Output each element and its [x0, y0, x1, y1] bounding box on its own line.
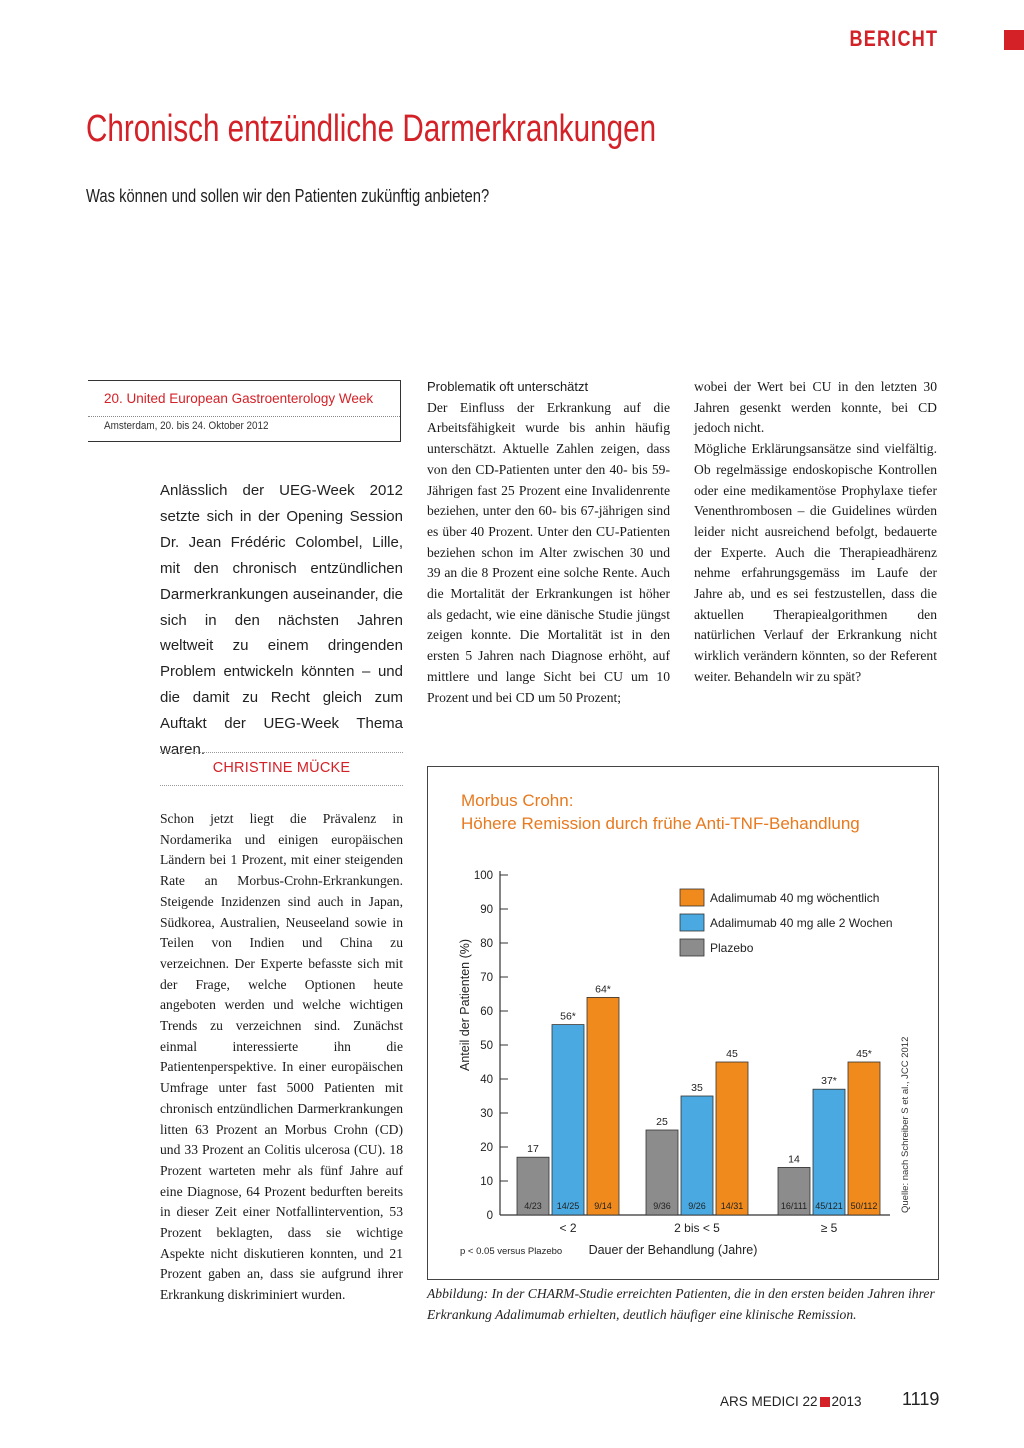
bar-n-label: 9/36: [653, 1201, 671, 1211]
section-label: BERICHT: [849, 26, 938, 51]
y-tick-label: 90: [480, 904, 493, 916]
figure-box: [427, 766, 939, 1280]
bar-n-label: 9/14: [594, 1201, 612, 1211]
legend-swatch: [680, 939, 704, 956]
journal-year: 2013: [831, 1394, 862, 1409]
bar: [587, 997, 619, 1215]
bar-chart: [428, 767, 938, 1279]
body-column-3: [694, 377, 937, 688]
body-column-3-paragraph-2: Mögliche Erklärungsansätze sind vielfältig. Ob regelmässige endoskopische Kontrollen oder eine medikamentöse Prophylaxe tiefer Venenthrombosen – die Guidelines würden leider nicht ausreichend befolgt, bedauerte der Experte. Auch die Therapieadhärenz nehme erfahrungsgemäss im Laufe der Jahre ab, und es sei festzustellen, dass die aktuellen Therapiealgorithmen den natürlichen Verlauf der Erkrankung nicht wirklich verändern könnten, so der Referent weiter. Behandeln wir zu spät?: [694, 441, 937, 684]
x-category-label: < 2: [559, 1221, 577, 1235]
bar: [716, 1062, 748, 1215]
bar-n-label: 16/111: [780, 1201, 808, 1211]
y-tick-label: 40: [480, 1074, 493, 1086]
y-tick-label: 80: [480, 938, 493, 950]
journal-name: ARS MEDICI 22: [720, 1394, 818, 1409]
footer-square-icon: [820, 1397, 830, 1407]
figure-title-line-2: Höhere Remission durch frühe Anti-TNF-Behandlung: [461, 814, 860, 833]
bar-value-label: 14: [788, 1153, 800, 1166]
y-tick-label: 50: [480, 1040, 493, 1052]
bar: [848, 1062, 880, 1215]
legend-swatch: [680, 889, 704, 906]
y-tick-label: 30: [480, 1108, 493, 1120]
y-tick-label: 70: [480, 972, 493, 984]
page-number: 1119: [902, 1389, 940, 1409]
bar-value-label: 37*: [821, 1075, 837, 1088]
section-heading: Problematik oft unterschätzt: [427, 379, 589, 394]
bar-n-label: 45/121: [815, 1201, 843, 1211]
bar: [552, 1025, 584, 1215]
bar-n-label: 14/25: [556, 1201, 580, 1211]
legend-swatch: [680, 914, 704, 931]
section-marker: [1004, 30, 1024, 50]
y-tick-label: 0: [486, 1210, 493, 1222]
bar-value-label: 35: [691, 1082, 703, 1094]
author-divider-top: [160, 752, 403, 753]
author-divider-bottom: [160, 785, 403, 786]
page-title: Chronisch entzündliche Darmerkrankungen: [86, 108, 657, 150]
lead-paragraph: Anlässlich der UEG-Week 2012 setzte sich in der Opening Session Dr. Jean Frédéric Colombel, Lille, mit den chronisch entzündlichen Darmerkrankungen auseinander, die sich in den nächsten Jahren weltweit zu einem dringenden Problem entwickeln könnten – und die damit zu Recht gleich zum Auftakt der UEG-Week Thema waren.: [160, 482, 403, 759]
x-category-label: 2 bis < 5: [674, 1221, 720, 1235]
y-tick-label: 10: [480, 1176, 493, 1188]
bar-value-label: 64*: [595, 983, 611, 996]
y-tick-label: 20: [480, 1142, 493, 1154]
bar-n-label: 4/23: [524, 1201, 542, 1211]
bar-n-label: 14/31: [720, 1201, 744, 1211]
bar: [813, 1089, 845, 1215]
chart-source: Quelle: nach Schreiber S et al., JCC 2012: [900, 1036, 911, 1213]
body-column-2: [427, 377, 670, 708]
event-date: Amsterdam, 20. bis 24. Oktober 2012: [104, 420, 269, 432]
page-subtitle: Was können und sollen wir den Patienten zukünftig anbieten?: [86, 186, 490, 206]
legend-label: Adalimumab 40 mg wöchentlich: [710, 891, 880, 905]
event-info-box: [88, 380, 401, 442]
bar-value-label: 17: [527, 1143, 539, 1156]
bar-value-label: 25: [656, 1116, 668, 1128]
author-name: CHRISTINE MÜCKE: [212, 760, 351, 776]
body-column-2-text: Der Einfluss der Erkrankung auf die Arbeitsfähigkeit wurde bis anhin häufig unterschätzt. Aktuelle Zahlen zeigen, dass von den CD-Patienten unter den 40- bis 59-Jährigen fast 25 Prozent eine Invalidenrente beziehen, unter den 60- bis 67-jährigen sind es über 40 Prozent. Unter den CU-Patienten beziehen schon im Alter zwischen 30 und 39 an die 8 Prozent eine solche Rente. Auch die Mortalität der Erkrankungen ist höher als gedacht, wie eine dänische Studie jüngst zeigen konnte. Die Mortalität ist in den ersten 5 Jahren nach Diagnose erhöht, auf mittlere und lange Sicht bei CU um 10 Prozent und bei CD um 50 Prozent;: [427, 399, 670, 705]
bar-n-label: 50/112: [850, 1201, 878, 1211]
bar-n-label: 9/26: [688, 1201, 706, 1211]
bar: [681, 1096, 713, 1215]
y-axis-label: Anteil der Patienten (%): [458, 938, 472, 1072]
y-tick-label: 100: [473, 870, 493, 882]
bar-value-label: 56*: [560, 1010, 576, 1023]
body-column-1: Schon jetzt liegt die Prävalenz in Nordamerika und einigen europäischen Ländern bei 1 Prozent, mit einer steigenden Rate an Morbus-Crohn-Erkrankungen. Steigende Inzidenzen sind auch in Japan, Südkorea, Australien, Neuseeland sowie in Teilen von Indien und China zu verzeichnen. Der Experte befasste sich mit der Frage, welche Optionen heute angeboten werden und welche wichtigen Trends zu verzeichnen sind. Zunächst einmal interessierte ihn die Patientenperspektive. In einer europäischen Umfrage unter fast 5000 Patienten mit chronisch entzündlichen Darmerkrankungen litten 63 Prozent an Morbus Crohn (CD) und 33 Prozent an Colitis ulcerosa (CU). 18 Prozent warteten mehr als fünf Jahre auf eine Diagnose, 64 Prozent bedurften bereits in dieser Zeit einer Notfallintervention, 53 Prozent beklagten, dass sie wichtige Aspekte nicht diskutieren konnten, und 21 Prozent gaben an, dass sie aufgrund ihrer Erkrankung diskriminiert wurden.: [160, 811, 403, 1303]
event-name: 20. United European Gastroenterology Week: [104, 391, 374, 406]
bar-value-label: 45: [726, 1048, 738, 1060]
figure-title-line-1: Morbus Crohn:: [461, 791, 574, 810]
x-category-label: ≥ 5: [820, 1221, 838, 1235]
bar-value-label: 45*: [856, 1048, 872, 1060]
x-axis-label: Dauer der Behandlung (Jahre): [588, 1243, 758, 1257]
y-tick-label: 60: [480, 1006, 493, 1018]
chart-footnote: p < 0.05 versus Plazebo: [460, 1246, 563, 1257]
body-column-3-paragraph-1: wobei der Wert bei CU in den letzten 30 Jahren gesenkt werden konnte, bei CD jedoch nicht.: [694, 379, 937, 436]
event-divider: [88, 416, 400, 417]
figure-caption: Abbildung: In der CHARM-Studie erreichten Patienten, die in den ersten beiden Jahren ihrer Erkrankung Adalimumab erhielten, deutlich häufiger eine klinische Remission.: [427, 1286, 935, 1322]
legend-label: Adalimumab 40 mg alle 2 Wochen: [710, 916, 893, 930]
footer-journal: [720, 1394, 862, 1409]
legend-label: Plazebo: [710, 941, 754, 955]
